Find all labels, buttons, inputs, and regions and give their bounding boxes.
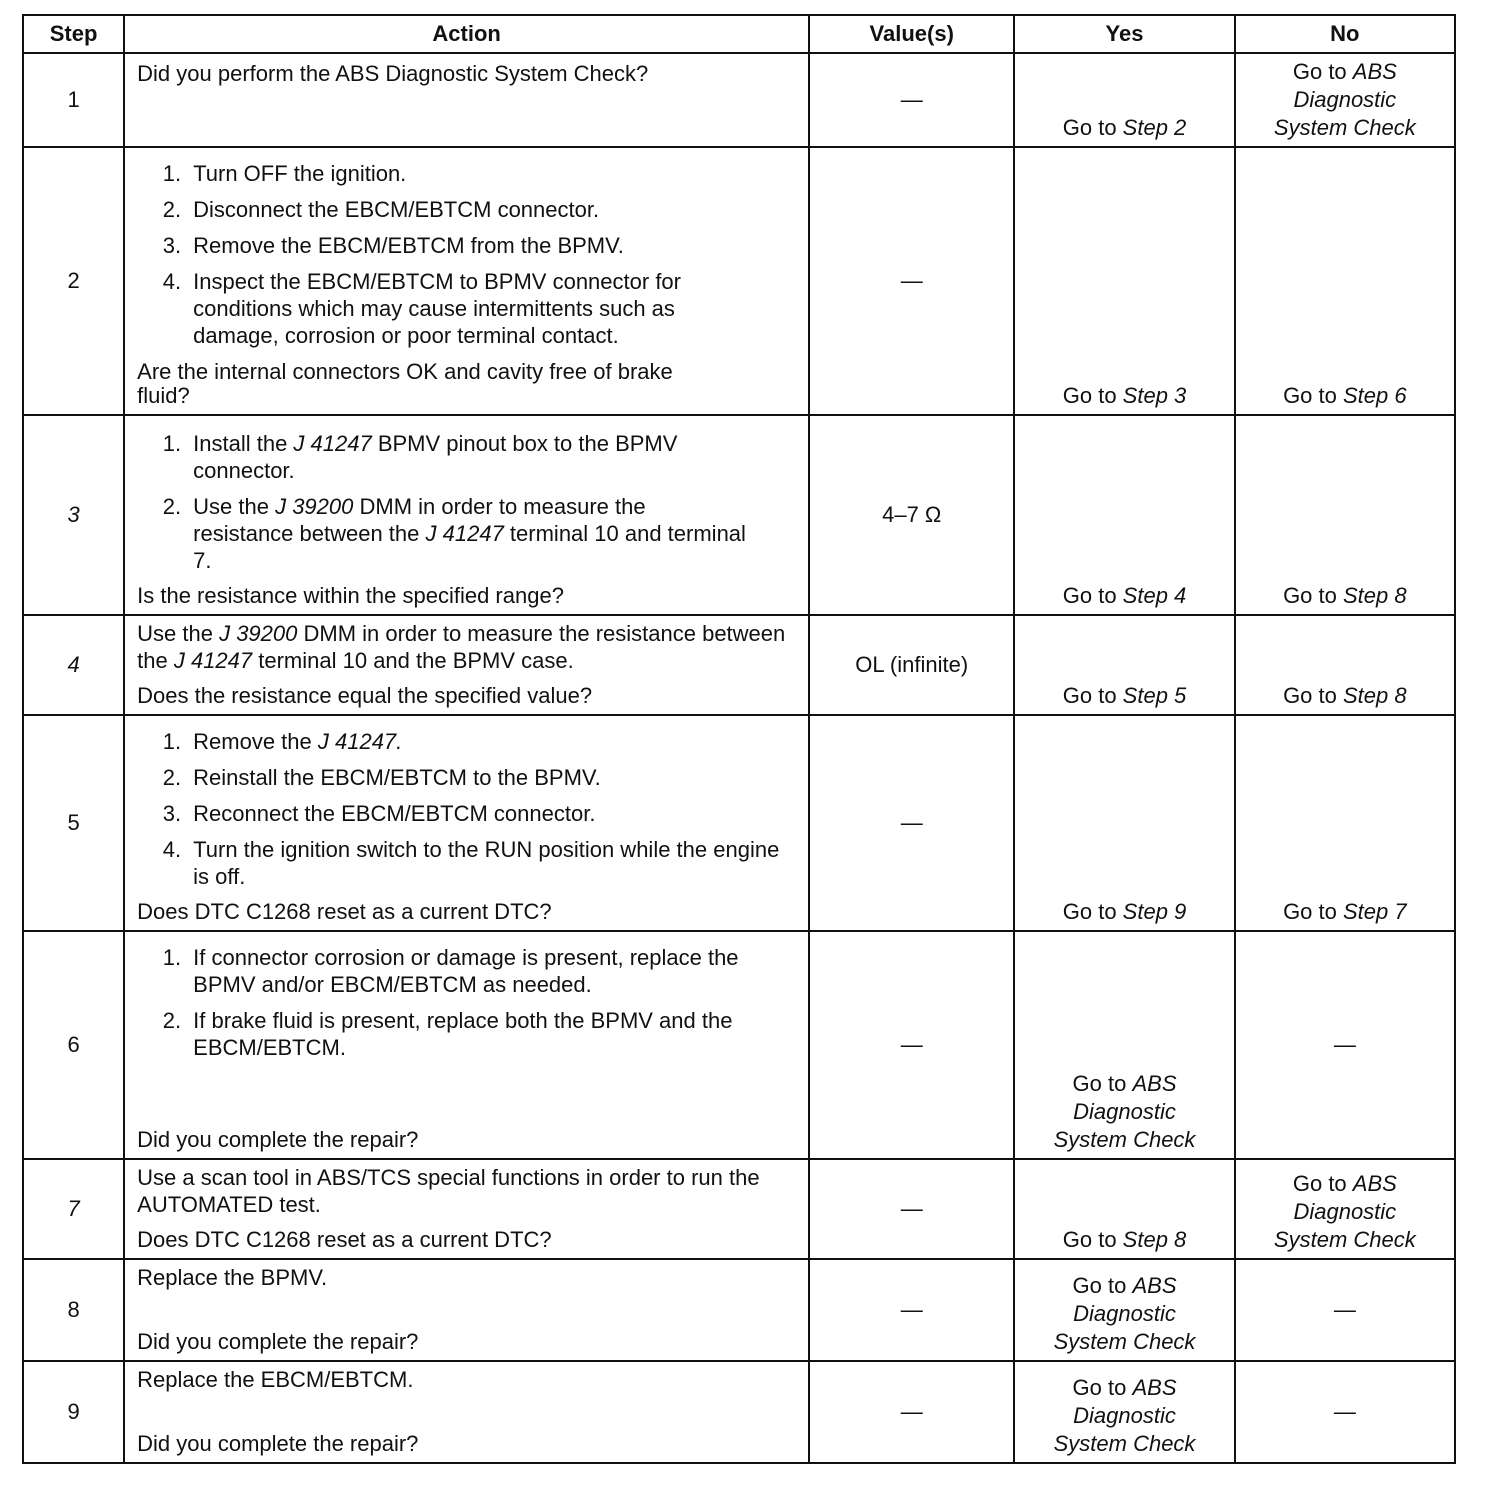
no-goto[interactable]: Go to ABS Diagnostic System Check bbox=[1273, 59, 1416, 140]
no-goto[interactable]: Go to Step 6 bbox=[1283, 383, 1407, 408]
yes-cell bbox=[1014, 615, 1234, 715]
table-row bbox=[23, 1259, 1455, 1361]
value-cell: — bbox=[809, 147, 1014, 415]
header-no: No bbox=[1235, 15, 1455, 53]
action-steps bbox=[137, 154, 796, 358]
no-cell: — bbox=[1235, 1259, 1455, 1361]
header-value: Value(s) bbox=[809, 15, 1014, 53]
action-step: 1. Turn OFF the ignition. bbox=[162, 161, 407, 186]
action-text: Replace the EBCM/EBTCM. bbox=[137, 1367, 414, 1392]
action-steps bbox=[137, 422, 796, 583]
action-question: Did you complete the repair? bbox=[137, 1431, 419, 1456]
action-question: Does DTC C1268 reset as a current DTC? bbox=[137, 899, 552, 924]
step-number: 2 bbox=[23, 147, 124, 415]
yes-goto[interactable]: Go to Step 4 bbox=[1062, 583, 1187, 608]
yes-cell bbox=[1014, 931, 1234, 1159]
table-row bbox=[23, 715, 1455, 931]
no-goto[interactable]: Go to Step 7 bbox=[1283, 899, 1407, 924]
yes-goto[interactable]: Go to ABS Diagnostic System Check bbox=[1053, 1273, 1196, 1354]
action-cell bbox=[124, 415, 809, 615]
action-question: Are the internal connectors OK and cavity free of brake fluid? bbox=[137, 359, 673, 408]
value-cell: — bbox=[809, 1361, 1014, 1463]
no-goto[interactable]: Go to Step 8 bbox=[1283, 583, 1407, 608]
no-goto[interactable]: Go to ABS Diagnostic System Check bbox=[1273, 1171, 1416, 1252]
header-row bbox=[23, 15, 1455, 53]
action-step: 4. Inspect the EBCM/EBTCM to BPMV connector for conditions which may cause intermittents such as damage, corrosion or poor terminal contact. bbox=[162, 269, 681, 348]
action-text: Use the J 39200 DMM in order to measure the resistance between the J 41247 terminal 10 and the BPMV case. bbox=[137, 621, 786, 673]
yes-cell bbox=[1014, 415, 1234, 615]
action-steps bbox=[137, 938, 796, 1070]
action-step: 3. Remove the EBCM/EBTCM from the BPMV. bbox=[162, 233, 624, 258]
action-question: Did you complete the repair? bbox=[137, 1329, 419, 1354]
value-cell: OL (infinite) bbox=[809, 615, 1014, 715]
action-step: 1. If connector corrosion or damage is present, replace the BPMV and/or EBCM/EBTCM as needed. bbox=[162, 945, 739, 997]
action-step: 1. Install the J 41247 BPMV pinout box to the BPMV connector. bbox=[162, 431, 678, 483]
action-question: Does the resistance equal the specified value? bbox=[137, 683, 593, 708]
step-number: 8 bbox=[23, 1259, 124, 1361]
yes-cell bbox=[1014, 1159, 1234, 1259]
yes-goto[interactable]: Go to Step 9 bbox=[1062, 899, 1187, 924]
yes-cell bbox=[1014, 715, 1234, 931]
action-cell bbox=[124, 1361, 809, 1463]
no-cell bbox=[1235, 53, 1455, 147]
table-row bbox=[23, 931, 1455, 1159]
action-question: Did you complete the repair? bbox=[137, 1127, 419, 1152]
action-steps bbox=[137, 722, 796, 899]
action-cell bbox=[124, 715, 809, 931]
value-cell: — bbox=[809, 715, 1014, 931]
action-question: Is the resistance within the specified range? bbox=[137, 583, 564, 608]
action-step: 2. Reinstall the EBCM/EBTCM to the BPMV. bbox=[162, 765, 601, 790]
step-number: 7 bbox=[23, 1159, 124, 1259]
table-row bbox=[23, 1361, 1455, 1463]
step-number: 5 bbox=[23, 715, 124, 931]
yes-cell bbox=[1014, 147, 1234, 415]
yes-goto[interactable]: Go to ABS Diagnostic System Check bbox=[1053, 1071, 1196, 1152]
yes-cell bbox=[1014, 1259, 1234, 1361]
value-cell: — bbox=[809, 931, 1014, 1159]
header-yes: Yes bbox=[1014, 15, 1234, 53]
value-cell: — bbox=[809, 1259, 1014, 1361]
action-cell bbox=[124, 1159, 809, 1259]
table-row bbox=[23, 147, 1455, 415]
step-number: 1 bbox=[23, 53, 124, 147]
no-cell bbox=[1235, 147, 1455, 415]
table-row bbox=[23, 53, 1455, 147]
value-cell: — bbox=[809, 53, 1014, 147]
yes-cell bbox=[1014, 53, 1234, 147]
yes-goto[interactable]: Go to Step 8 bbox=[1062, 1227, 1187, 1252]
header-step: Step bbox=[23, 15, 124, 53]
action-text: Did you perform the ABS Diagnostic System Check? bbox=[137, 61, 649, 86]
no-goto[interactable]: Go to Step 8 bbox=[1283, 683, 1407, 708]
action-cell bbox=[124, 1259, 809, 1361]
step-number: 4 bbox=[23, 615, 124, 715]
action-step: 2. Use the J 39200 DMM in order to measure the resistance between the J 41247 terminal 10 and terminal 7. bbox=[162, 494, 746, 573]
step-number: 9 bbox=[23, 1361, 124, 1463]
action-cell bbox=[124, 931, 809, 1159]
table-row bbox=[23, 1159, 1455, 1259]
yes-goto[interactable]: Go to ABS Diagnostic System Check bbox=[1053, 1375, 1196, 1456]
step-number: 3 bbox=[23, 415, 124, 615]
header-action: Action bbox=[124, 15, 809, 53]
action-question: Does DTC C1268 reset as a current DTC? bbox=[137, 1227, 552, 1252]
action-cell bbox=[124, 53, 809, 147]
no-cell bbox=[1235, 615, 1455, 715]
action-text: Use a scan tool in ABS/TCS special functions in order to run the AUTOMATED test. bbox=[137, 1165, 760, 1217]
no-cell: — bbox=[1235, 931, 1455, 1159]
no-cell: — bbox=[1235, 1361, 1455, 1463]
action-step: 2. If brake fluid is present, replace both the BPMV and the EBCM/EBTCM. bbox=[162, 1008, 733, 1060]
yes-goto[interactable]: Go to Step 3 bbox=[1062, 383, 1187, 408]
value-cell: 4–7 Ω bbox=[809, 415, 1014, 615]
no-cell bbox=[1235, 1159, 1455, 1259]
value-cell: — bbox=[809, 1159, 1014, 1259]
table-row bbox=[23, 415, 1455, 615]
action-step: 3. Reconnect the EBCM/EBTCM connector. bbox=[162, 801, 596, 826]
diagnostic-table bbox=[22, 14, 1456, 1464]
no-cell bbox=[1235, 415, 1455, 615]
action-step: 1. Remove the J 41247. bbox=[162, 729, 403, 754]
table-row bbox=[23, 615, 1455, 715]
action-step: 4. Turn the ignition switch to the RUN position while the engine is off. bbox=[162, 837, 780, 889]
action-step: 2. Disconnect the EBCM/EBTCM connector. bbox=[162, 197, 600, 222]
yes-cell bbox=[1014, 1361, 1234, 1463]
action-cell bbox=[124, 615, 809, 715]
no-cell bbox=[1235, 715, 1455, 931]
yes-goto[interactable]: Go to Step 5 bbox=[1062, 683, 1187, 708]
step-number: 6 bbox=[23, 931, 124, 1159]
action-cell bbox=[124, 147, 809, 415]
action-text: Replace the BPMV. bbox=[137, 1265, 328, 1290]
yes-goto[interactable]: Go to Step 2 bbox=[1062, 115, 1187, 140]
